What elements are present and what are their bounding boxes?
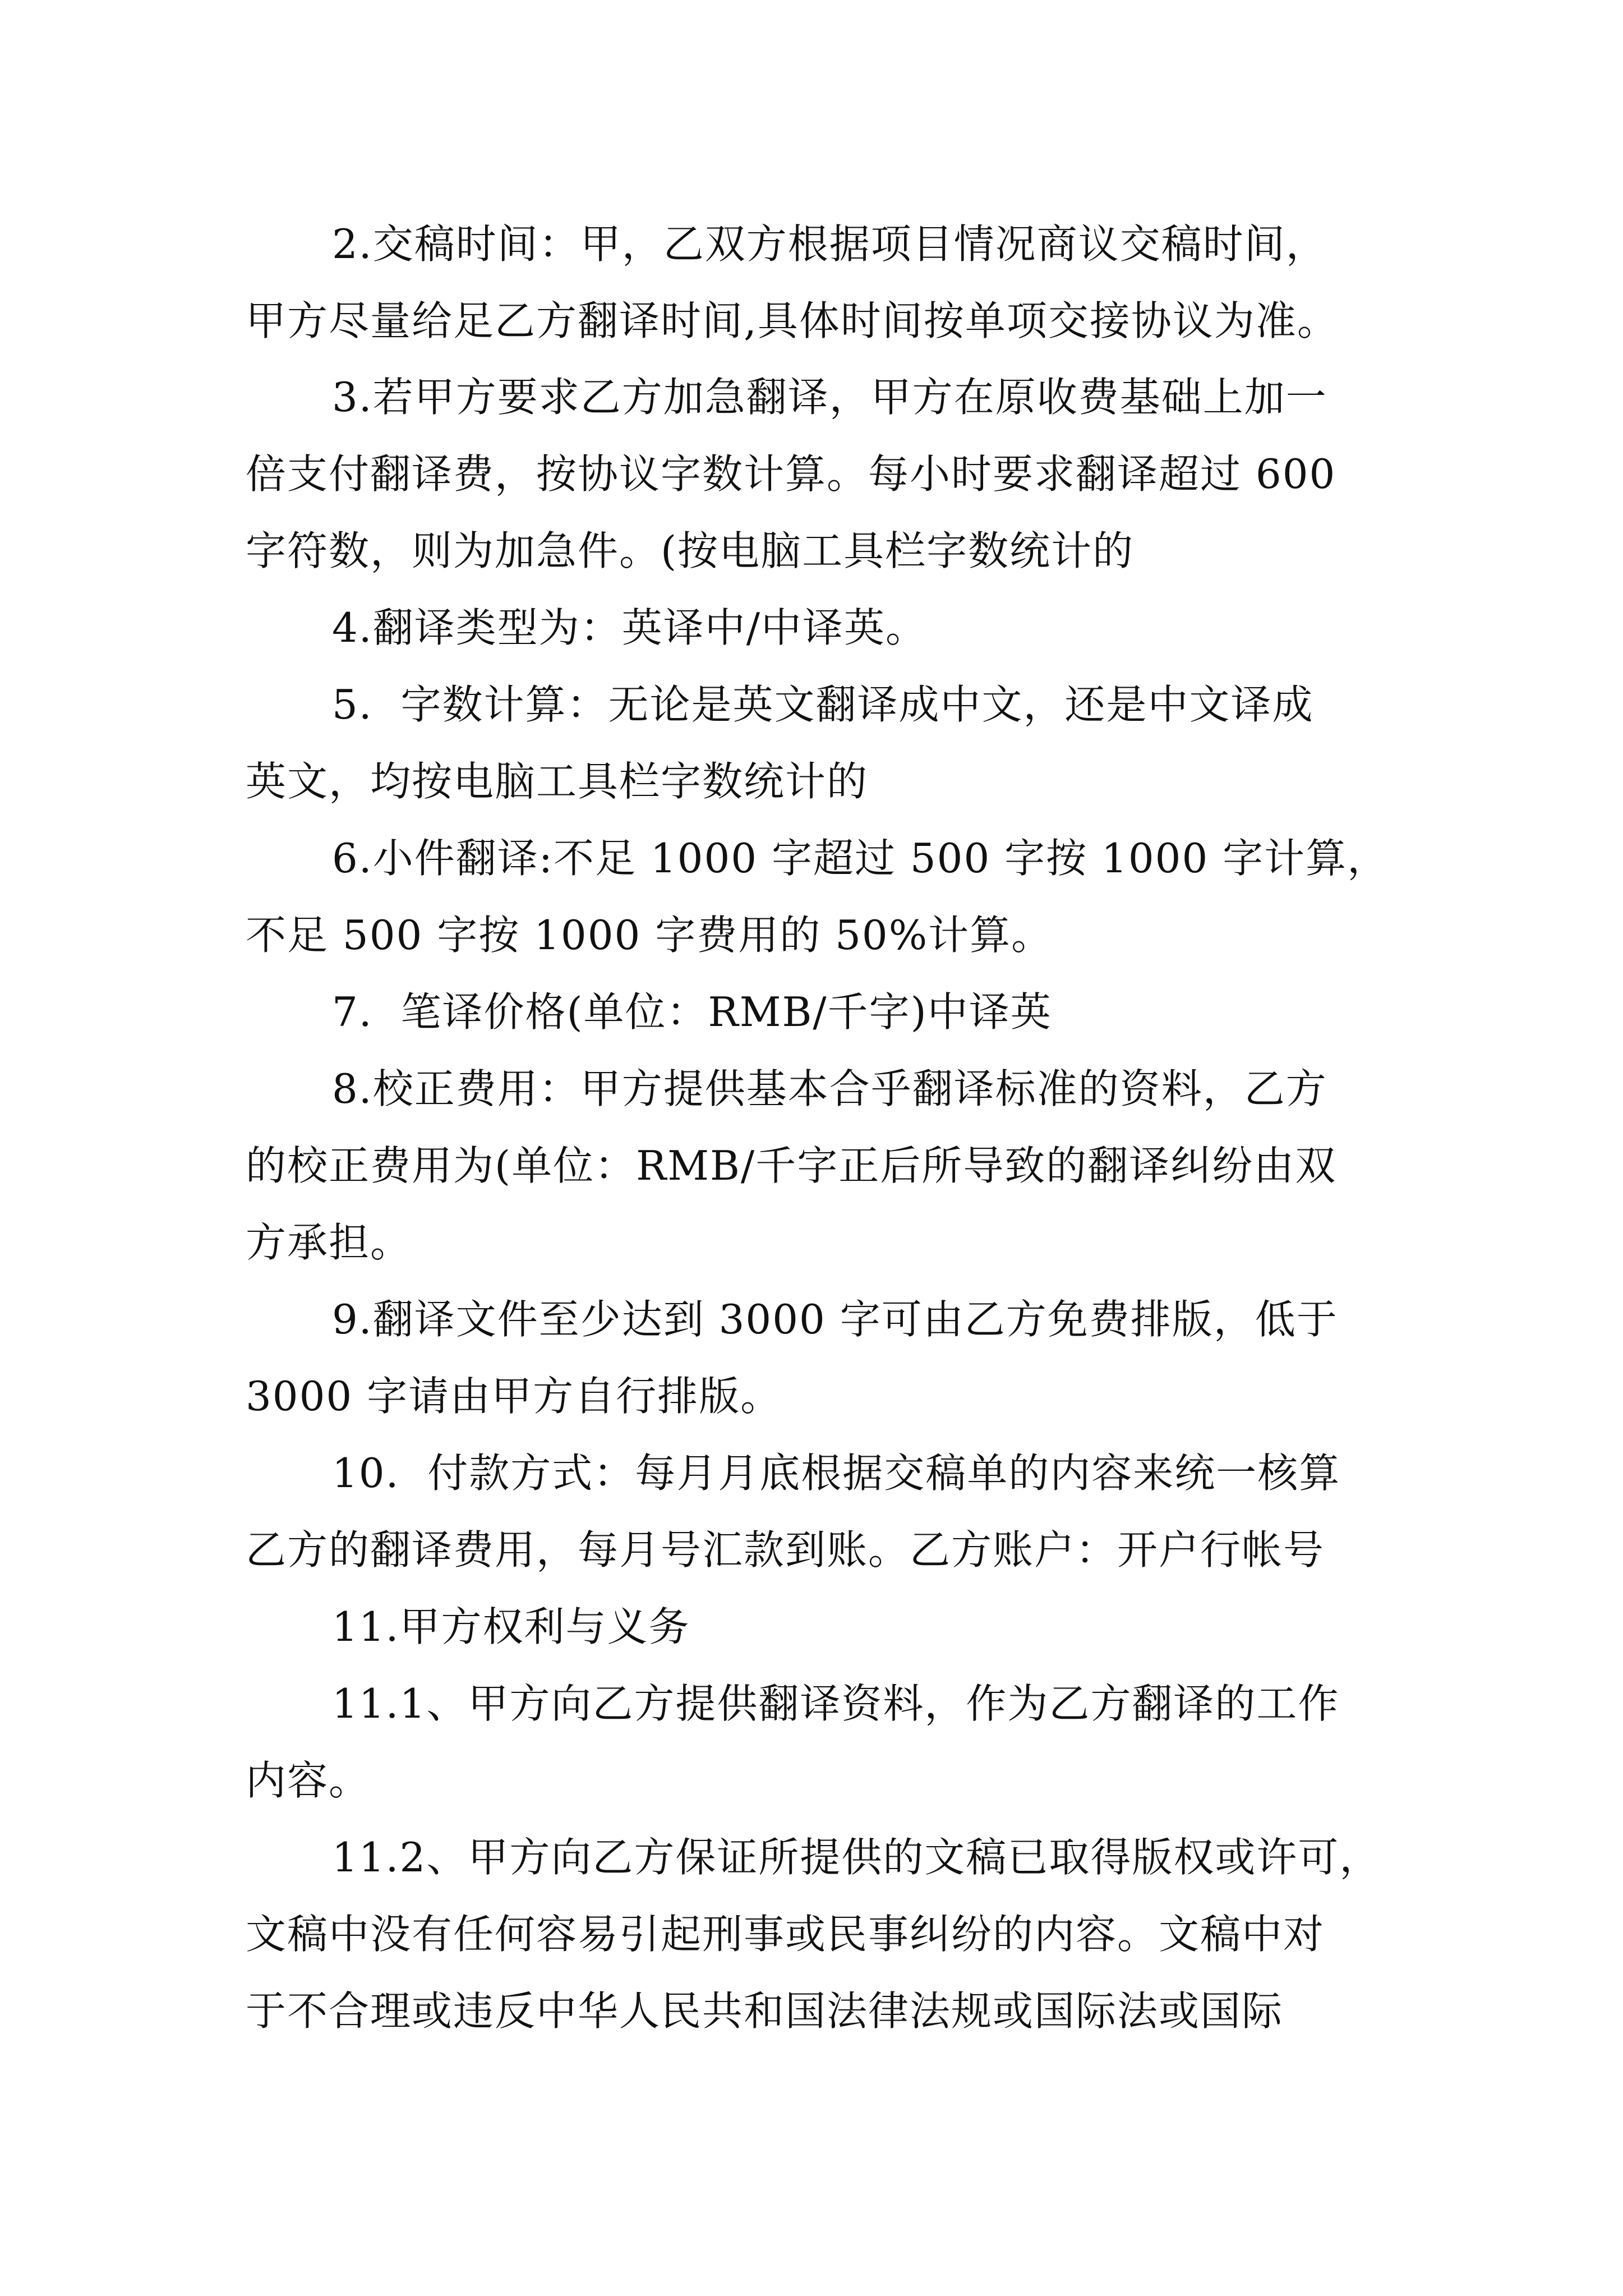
paragraph-11-line-1: 11.1、甲方向乙方提供翻译资料，作为乙方翻译的工作 xyxy=(332,1680,1340,1727)
paragraph-12-line-1: 11.2、甲方向乙方保证所提供的文稿已取得版权或许可， xyxy=(332,1834,1381,1881)
paragraph-3-line-1: 4.翻译类型为：英译中/中译英。 xyxy=(332,604,927,651)
paragraph-4-line-2: 英文，均按电脑工具栏字数统计的 xyxy=(246,758,869,805)
paragraph-7-line-1: 8.校正费用：甲方提供基本合乎翻译标准的资料，乙方 xyxy=(332,1065,1327,1112)
paragraph-8-line-1: 9.翻译文件至少达到 3000 字可由乙方免费排版，低于 xyxy=(332,1296,1338,1343)
paragraph-1-line-2: 甲方尽量给足乙方翻译时间,具体时间按单项交接协议为准。 xyxy=(246,297,1339,344)
paragraph-12-line-3: 于不合理或违反中华人民共和国法律法规或国际法或国际 xyxy=(246,1987,1284,2035)
paragraph-5-line-1: 6.小件翻译:不足 1000 字超过 500 字按 1000 字计算， xyxy=(332,835,1389,882)
paragraph-9-line-1: 10. 付款方式：每月月底根据交稿单的内容来统一核算 xyxy=(332,1450,1341,1497)
paragraph-5-line-2: 不足 500 字按 1000 字费用的 50%计算。 xyxy=(246,912,1053,959)
paragraph-11-line-2: 内容。 xyxy=(246,1757,371,1804)
paragraph-2-line-1: 3.若甲方要求乙方加急翻译，甲方在原收费基础上加一 xyxy=(332,374,1327,421)
paragraph-1-line-1: 2.交稿时间：甲，乙双方根据项目情况商议交稿时间， xyxy=(332,220,1327,268)
paragraph-2-line-2: 倍支付翻译费，按协议字数计算。每小时要求翻译超过 600 xyxy=(246,450,1336,498)
paragraph-2-line-3: 字符数，则为加急件。(按电脑工具栏字数统计的 xyxy=(246,527,1135,574)
paragraph-7-line-2: 的校正费用为(单位：RMB/千字正后所导致的翻译纠纷由双 xyxy=(246,1142,1337,1189)
paragraph-10-line-1: 11.甲方权利与义务 xyxy=(332,1603,690,1650)
paragraph-8-line-2: 3000 字请由甲方自行排版。 xyxy=(246,1373,782,1420)
paragraph-7-line-3: 方承担。 xyxy=(246,1219,412,1266)
paragraph-12-line-2: 文稿中没有任何容易引起刑事或民事纠纷的内容。文稿中对 xyxy=(246,1911,1325,1958)
paragraph-4-line-1: 5. 字数计算：无论是英文翻译成中文，还是中文译成 xyxy=(332,681,1314,728)
paragraph-6-line-1: 7. 笔译价格(单位：RMB/千字)中译英 xyxy=(332,988,1052,1036)
paragraph-9-line-2: 乙方的翻译费用，每月号汇款到账。乙方账户：开户行帐号 xyxy=(246,1526,1325,1573)
